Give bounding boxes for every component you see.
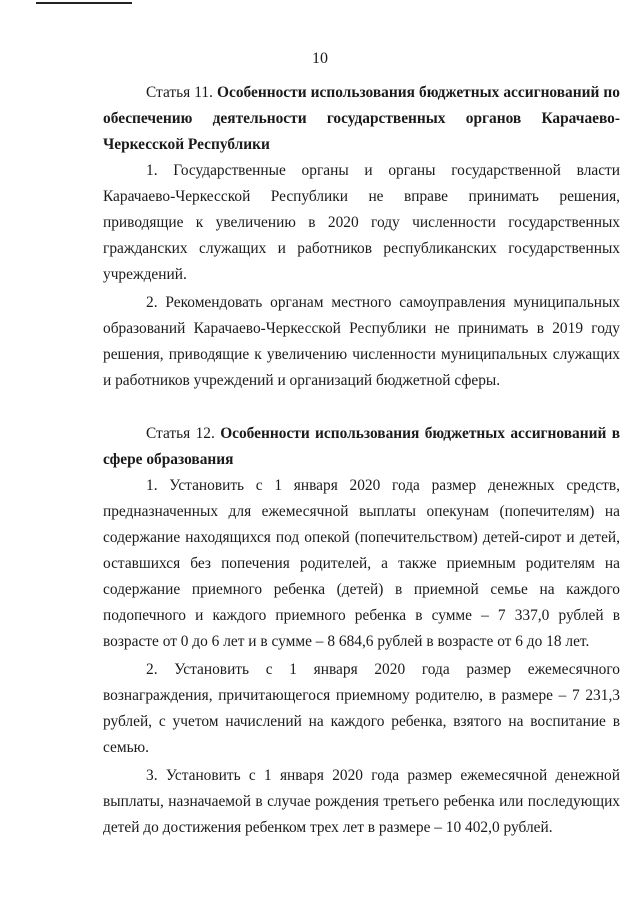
article-11-paragraph-2: 2. Рекомендовать органам местного самоуправления муниципальных образований Карачаево-Черкесской Республики не принимать в 2019 году решения, приводящие к увеличению численности муниципальных служащих и работников учреждений и организаций бюджетной сферы. — [103, 294, 620, 389]
article-11-title: Особенности использования бюджетных ассигнований по обеспечению деятельности государственных органов Карачаево-Черкесской Республики — [103, 84, 620, 153]
article-11-heading — [103, 80, 620, 158]
top-rule — [36, 2, 132, 4]
article-12-heading — [103, 421, 620, 473]
document-body — [103, 80, 620, 841]
section-spacer — [103, 394, 620, 421]
page-number: 10 — [312, 50, 328, 67]
article-12-paragraph-3: 3. Установить с 1 января 2020 года размер ежемесячной денежной выплаты, назначаемой в случае рождения третьего ребенка или последующих детей до достижения ребенком трех лет в размере – 10 402,0 рублей. — [103, 767, 620, 836]
article-11-prefix: Статья 11. — [146, 84, 213, 101]
article-12-title: Особенности использования бюджетных ассигнований в сфере образования — [103, 425, 620, 468]
article-11-paragraph-1: 1. Государственные органы и органы государственной власти Карачаево-Черкесской Республики не вправе принимать решения, приводящие к увеличению в 2020 году численности государственных гражданских служащих и работников республиканских государственных учреждений. — [103, 162, 620, 283]
article-12-paragraph-1: 1. Установить с 1 января 2020 года размер денежных средств, предназначенных для ежемесячной выплаты опекунам (попечителям) на содержание находящихся под опекой (попечительством) детей-сирот и детей, оставшихся без попечения родителей, а также приемным родителям на содержание приемного ребенка (детей) в приемной семье на каждого подопечного и каждого приемного ребенка в сумме – 7 337,0 рублей в возрасте от 0 до 6 лет и в сумме – 8 684,6 рублей в возрасте от 6 до 18 лет. — [103, 477, 620, 650]
article-12-prefix: Статья 12. — [146, 425, 215, 442]
article-12-paragraph-2: 2. Установить с 1 января 2020 года размер ежемесячного вознаграждения, причитающегося приемному родителю, в размере – 7 231,3 рублей, с учетом начислений на каждого ребенка, взятого на воспитание в семью. — [103, 661, 620, 756]
